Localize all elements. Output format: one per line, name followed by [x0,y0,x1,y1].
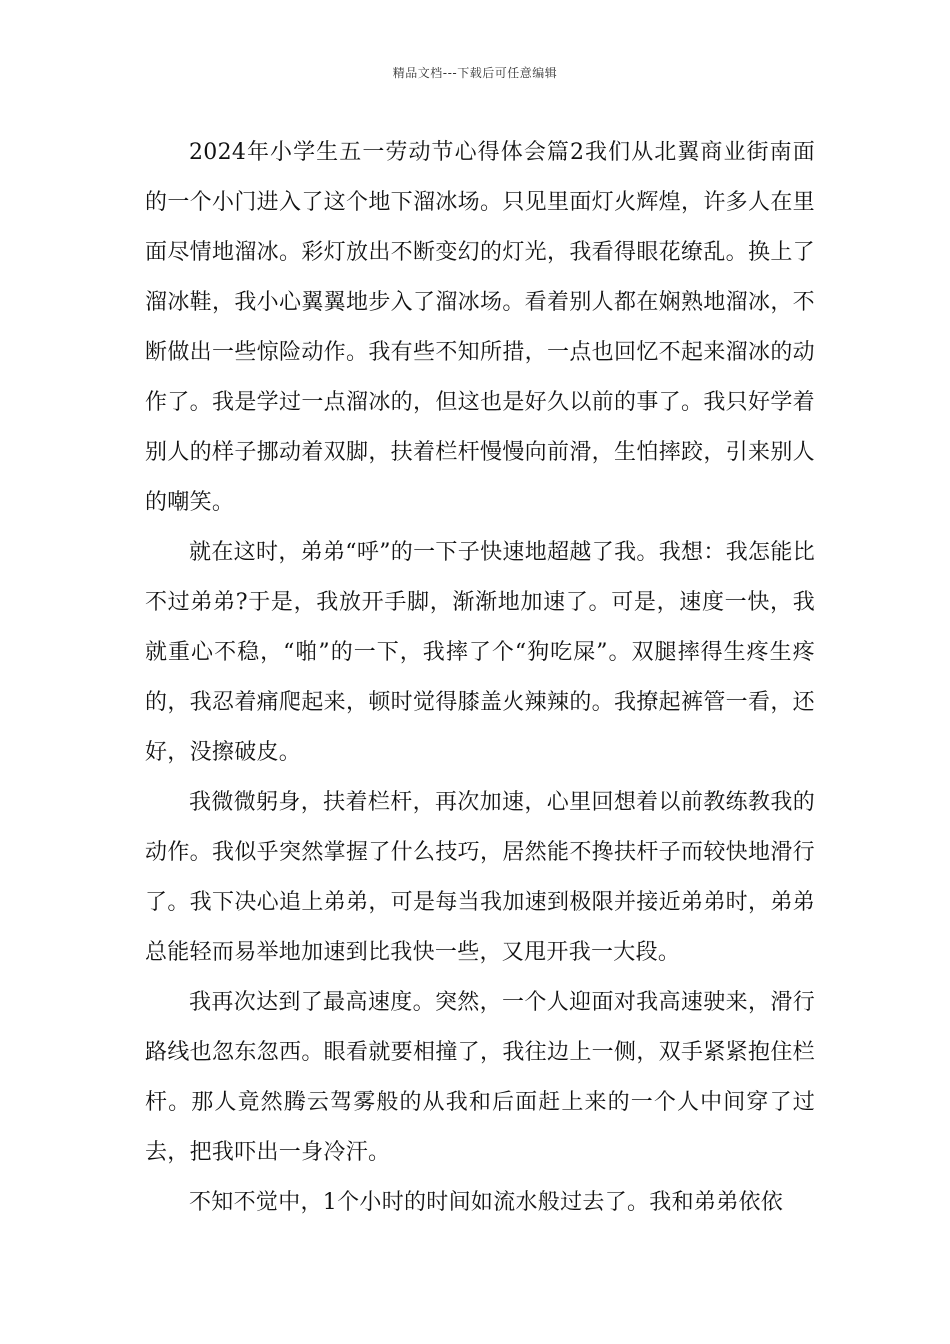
paragraph: 我再次达到了最高速度。突然，一个人迎面对我高速驶来，滑行路线也忽东忽西。眼看就要相撞了，我往边上一侧，双手紧紧抱住栏杆。那人竟然腾云驾雾般的从我和后面赶上来的一个人中间穿了过去，把我吓出一身冷汗。 [145,990,815,1165]
paragraph: 我微微躬身，扶着栏杆，再次加速，心里回想着以前教练教我的动作。我似乎突然掌握了什么技巧，居然能不搀扶杆子而较快地滑行了。我下决心追上弟弟，可是每当我加速到极限并接近弟弟时，弟弟总能轻而易举地加速到比我快一些，又甩开我一大段。 [145,790,815,965]
paragraph: 就在这时，弟弟“呼”的一下子快速地超越了我。我想：我怎能比不过弟弟?于是，我放开手脚，渐渐地加速了。可是，速度一快，我就重心不稳，“啪”的一下，我摔了个“狗吃屎”。双腿摔得生疼生疼的，我忍着痛爬起来，顿时觉得膝盖火辣辣的。我撩起裤管一看，还好，没擦破皮。 [145,540,815,765]
page-header: 精品文档---下载后可任意编辑 [392,66,558,80]
paragraph: 2024年小学生五一劳动节心得体会篇2我们从北翼商业街南面的一个小门进入了这个地下溜冰场。只见里面灯火辉煌，许多人在里面尽情地溜冰。彩灯放出不断变幻的灯光，我看得眼花缭乱。换上了溜冰鞋，我小心翼翼地步入了溜冰场。看着别人都在娴熟地溜冰，不断做出一些惊险动作。我有些不知所措，一点也回忆不起来溜冰的动作了。我是学过一点溜冰的，但这也是好久以前的事了。我只好学着别人的样子挪动着双脚，扶着栏杆慢慢向前滑，生怕摔跤，引来别人的嘲笑。 [145,140,815,515]
document-body [145,128,815,1228]
paragraph: 不知不觉中，1个小时的时间如流水般过去了。我和弟弟依依 [189,1190,784,1215]
